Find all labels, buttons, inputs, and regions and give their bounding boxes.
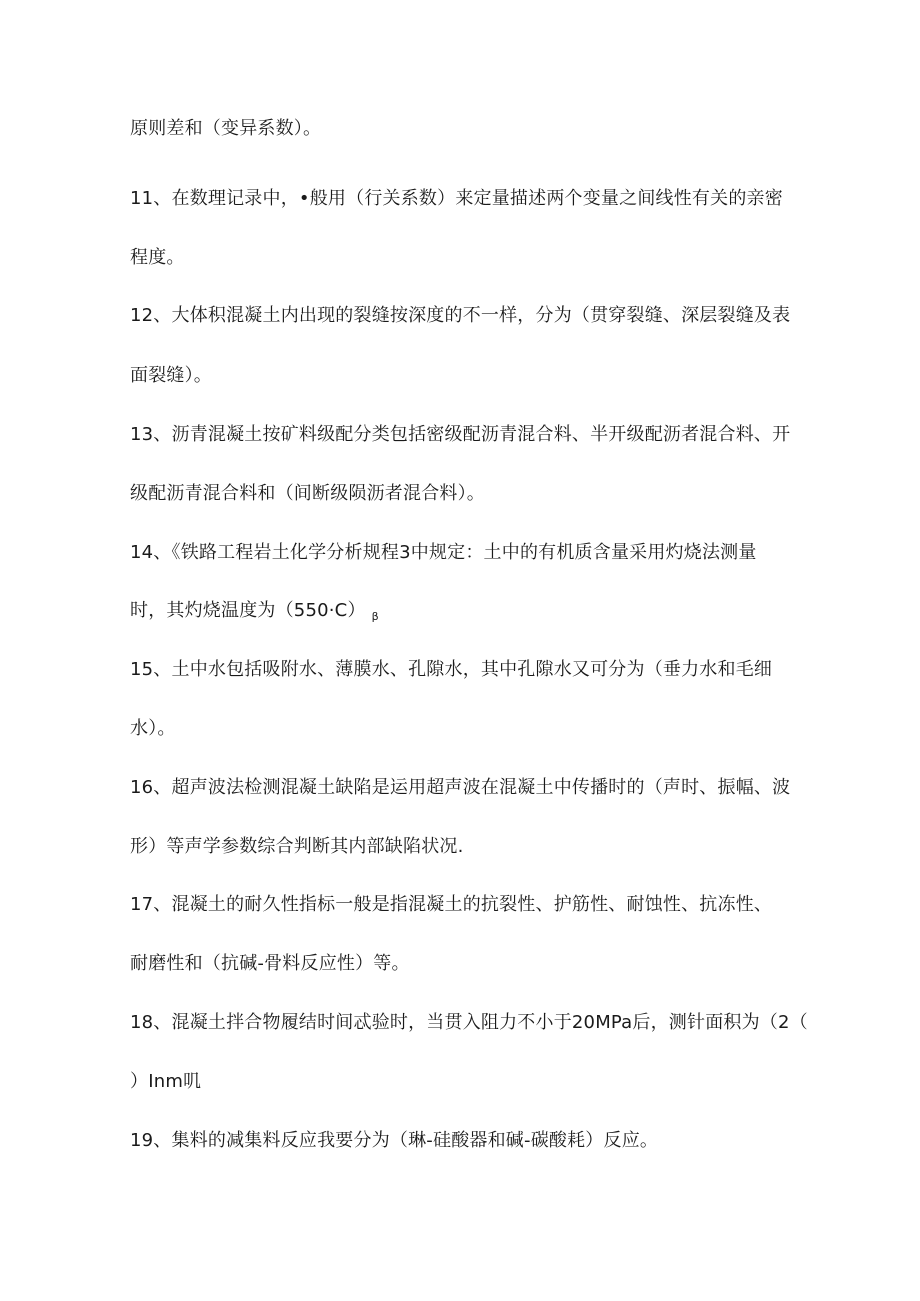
text-line-with-suffix (130, 599, 379, 629)
text-line: 水）。 (130, 718, 176, 739)
text-line: 耐磨性和（抗碱-骨料反应性）等。 (130, 953, 410, 974)
text-line: ）Inm叽 (130, 1071, 202, 1092)
text-line: 15、土中水包括吸附水、薄膜水、孔隙水，其中孔隙水又可分为（垂力水和毛细 (130, 659, 773, 680)
text-suffix: β (371, 610, 379, 623)
text-line: 14、《铁路工程岩土化学分析规程3中规定：土中的有机质含量采用灼烧法测量 (130, 542, 757, 563)
text-line: 12、大体积混凝土内出现的裂缝按深度的不一样，分为（贯穿裂缝、深层裂缝及表 (130, 305, 791, 326)
text-line: 17、混凝土的耐久性指标一般是指混凝土的抗裂性、护筋性、耐蚀性、抗冻性、 (130, 894, 773, 915)
text-line: 原则差和（变异系数）。 (130, 118, 322, 139)
text-line: 级配沥青混合料和（间断级陨沥者混合料）。 (130, 483, 485, 504)
text-line: 18、混凝土拌合物履结时间忒验时，当贯入阻力不小于20MPa后，测针面积为（2（ (130, 1012, 808, 1033)
text-line: 16、超声波法检测混凝土缺陷是运用超声波在混凝土中传播时的（声时、振幅、波 (130, 777, 791, 798)
text-line: 11、在数理记录中，•般用（行关系数）来定量描述两个变量之间线性有关的亲密 (130, 188, 783, 209)
text-line: 时，其灼烧温度为（550·C） (130, 600, 366, 621)
text-line: 程度。 (130, 247, 185, 268)
text-line: 13、沥青混凝土按矿料级配分类包括密级配沥青混合料、半开级配沥者混合料、开 (130, 424, 791, 445)
text-line: 面裂缝）。 (130, 365, 212, 386)
text-line: 形）等声学参数综合判断其内部缺陷状况. (130, 836, 464, 857)
text-line: 19、集料的减集料反应我要分为（琳-硅酸器和碱-碳酸耗）反应。 (130, 1130, 659, 1151)
